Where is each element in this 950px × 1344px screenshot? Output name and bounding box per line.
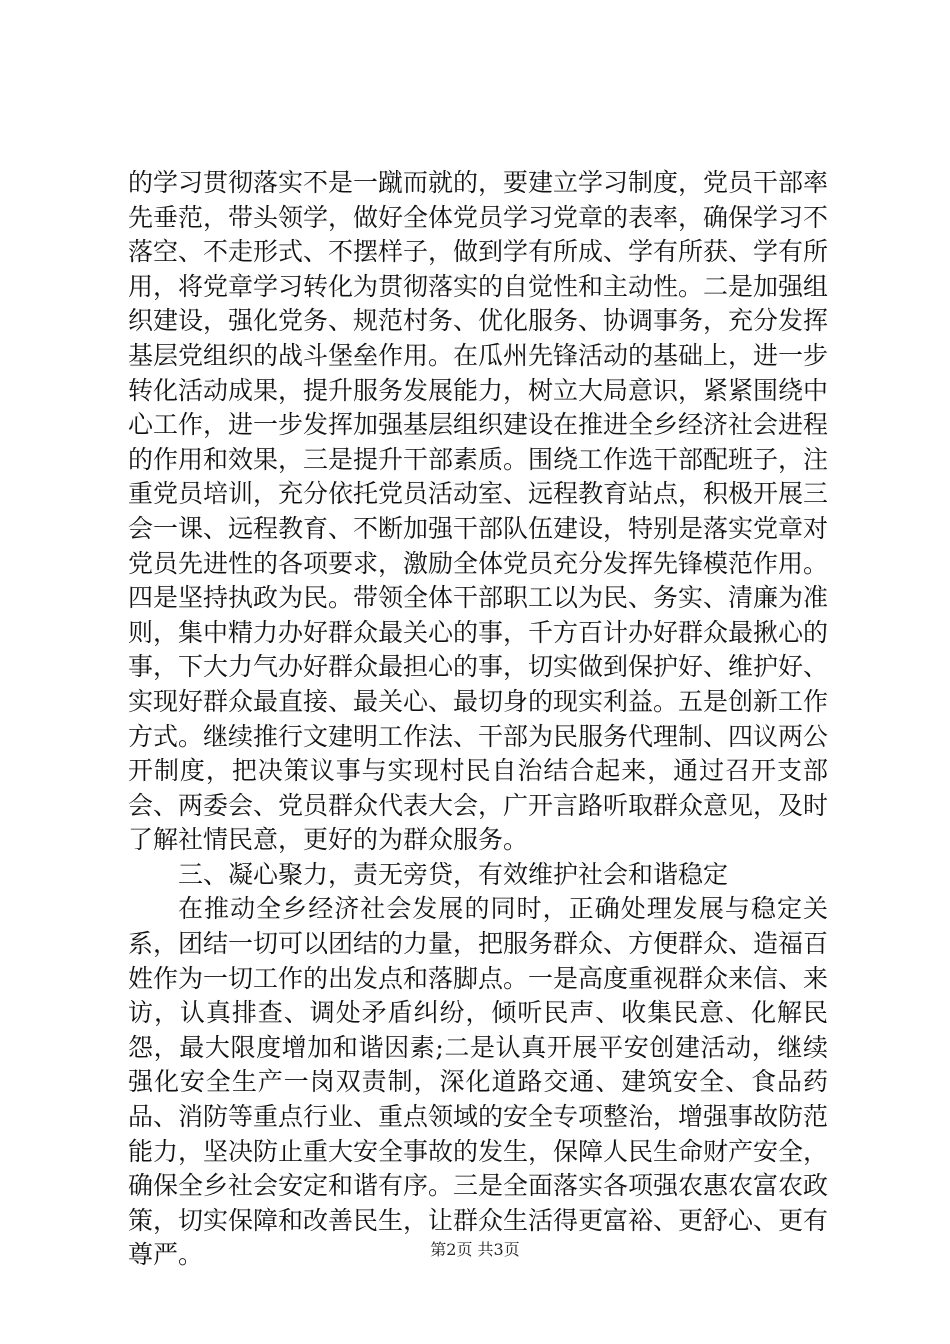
document-body: [128, 166, 828, 1273]
page-footer: [0, 1240, 950, 1260]
page-number-label: 第2页 共3页: [430, 1240, 520, 1259]
body-paragraph: 在推动全乡经济社会发展的同时，正确处理发展与稳定关系，团结一切可以团结的力量，把服务群众、方便群众、造福百姓作为一切工作的出发点和落脚点。一是高度重视群众来信、来访，认真排查、调处矛盾纠纷，倾听民声、收集民意、化解民怨，最大限度增加和谐因素;二是认真开展平安创建活动，继续强化安全生产一岗双责制，深化道路交通、建筑安全、食品药品、消防等重点行业、重点领域的安全专项整治，增强事故防范能力，坚决防止重大安全事故的发生，保障人民生命财产安全，确保全乡社会安定和谐有序。三是全面落实各项强农惠农富农政策，切实保障和改善民生，让群众生活得更富裕、更舒心、更有尊严。: [128, 894, 829, 1270]
section-heading: 三、凝心聚力，责无旁贷，有效维护社会和谐稳定: [178, 859, 729, 889]
body-paragraph-continued: 的学习贯彻落实不是一蹴而就的，要建立学习制度，党员干部率先垂范，带头领学，做好全体党员学习党章的表率，确保学习不落空、不走形式、不摆样子，做到学有所成、学有所获、学有所用，将党章学习转化为贯彻落实的自觉性和主动性。二是加强组织建设，强化党务、规范村务、优化服务、协调事务，充分发挥基层党组织的战斗堡垒作用。在瓜州先锋活动的基础上，进一步转化活动成果，提升服务发展能力，树立大局意识，紧紧围绕中心工作，进一步发挥加强基层组织建设在推进全乡经济社会进程的作用和效果，三是提升干部素质。围绕工作选干部配班子，注重党员培训，充分依托党员活动室、远程教育站点，积极开展三会一课、远程教育、不断加强干部队伍建设，特别是落实党章对党员先进性的各项要求，激励全体党员充分发挥先锋模范作用。四是坚持执政为民。带领全体干部职工以为民、务实、清廉为准则，集中精力办好群众最关心的事，千方百计办好群众最揪心的事，下大力气办好群众最担心的事，切实做到保护好、维护好、实现好群众最直接、最关心、最切身的现实利益。五是创新工作方式。继续推行文建明工作法、干部为民服务代理制、四议两公开制度，把决策议事与实现村民自治结合起来，通过召开支部会、两委会、党员群众代表大会，广开言路听取群众意见，及时了解社情民意，更好的为群众服务。: [128, 168, 829, 855]
